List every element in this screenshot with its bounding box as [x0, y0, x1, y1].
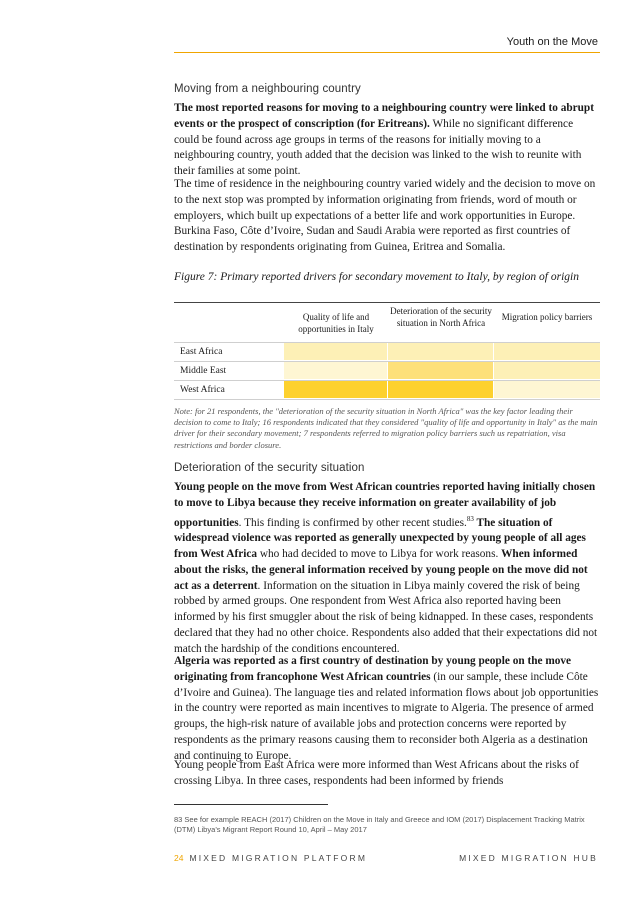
paragraph-text: While no significant difference could be found across age groups in terms of the reasons for initially moving to a neighbouring country, youth added that the decision was linked to the wish to reunite with their families at some point.: [174, 117, 582, 178]
paragraph-deterioration-3: Young people from East Africa were more informed than West Africans about the risks of crossing Libya. In three cases, respondents had been informed by friends: [174, 759, 579, 787]
table-top-rule: [174, 302, 600, 303]
header-rule: [174, 52, 600, 53]
cell-west-africa-policy: [494, 381, 600, 398]
paragraph-text: . This finding is confirmed by other recent studies.: [238, 516, 467, 529]
footnote-rule: [174, 804, 328, 805]
cell-middle-east-security: [388, 362, 493, 379]
paragraph-text: . Information on the situation in Libya mainly covered the risk of being robbed by armed groups. One respondent from West Africa also reported having been informed by his first smuggler about the risk of being kidnapped. In these cases, respondents declared that they had no other choice. Respondents also added that their expectations did not match the hardship of the conditions encountered.: [174, 579, 598, 655]
paragraph-moving-1: [174, 101, 600, 180]
footnote: 83 See for example REACH (2017) Children on the Move in Italy and Greece and IOM (2017) Displacement Tracking Matrix (DTM) Libya’s Migrant Report Round 10, April – May 2017: [174, 815, 585, 834]
figure-caption: Figure 7: Primary reported drivers for secondary movement to Italy, by region of origin: [174, 271, 579, 283]
figure-note: Note: for 21 respondents, the "deterioration of the security situation in North Africa" was the key factor leading their decision to come to Italy; 16 respondents indicated that they considered "quality of life and opportunity in Italy" as the main driver for their secondary movement; 7 respondents referred to migration policy barriers such us repatriation, visa restrictions and border closure.: [174, 406, 598, 450]
cell-west-africa-quality: [284, 381, 387, 398]
paragraph-bold-text: When informed about the risks, the general information received by young people on the move did not act as a deterrent: [174, 547, 588, 592]
paragraph-bold-text: Algeria was reported as a first country of destination by young people on the move originating from francophone West African countries: [174, 655, 572, 683]
page-number: 24: [174, 853, 184, 863]
paragraph-bold-text: The situation of widespread violence was reported as generally unexpected by young people of all ages from West Africa: [174, 516, 586, 560]
cell-east-africa-quality: [284, 343, 387, 360]
row-label-west-africa: West Africa: [180, 385, 225, 395]
paragraph-deterioration-1: [174, 480, 600, 658]
paragraph-deterioration-2: [174, 654, 600, 765]
paragraph-text: who had decided to move to Libya for work reasons.: [257, 547, 502, 560]
row-label-east-africa: East Africa: [180, 347, 223, 357]
footer-right-text: MIXED MIGRATION HUB: [459, 853, 598, 863]
footnote-reference[interactable]: 83: [466, 514, 474, 523]
column-header-security: Deterioration of the security situation in North Africa: [390, 306, 492, 328]
paragraph-moving-2: The time of residence in the neighbouring country varied widely and the decision to move on to the next stop was prompted by information originating from friends, word of mouth or employers, which built up expectations of a better life and work opportunities in Europe. Burkina Faso, Côte d’Ivoire, Sudan and Saudi Arabia were reported as first countries of destination by respondents originating from Guinea, Eritrea and Somalia.: [174, 178, 596, 254]
cell-west-africa-security: [388, 381, 493, 398]
cell-east-africa-security: [388, 343, 493, 360]
cell-middle-east-policy: [494, 362, 600, 379]
paragraph-bold-text: The most reported reasons for moving to a neighbouring country were linked to abrupt events or the prospect of conscription (for Eritreans).: [174, 102, 594, 130]
header-title: Youth on the Move: [506, 36, 598, 48]
paragraph-text: (in our sample, these include Côte d’Ivoire and Guinea). The language ties and related information flows about job opportunities in the country were reported as main incentives to migrate to Algeria. The presence of armed groups, the high-risk nature of available jobs and protection concerns were reported by respondents as the primary reasons causing them to reconsider both Algeria as a destination and continuing to Europe.: [174, 670, 599, 762]
paragraph-bold-text: Young people on the move from West African countries reported having initially chosen to move to Libya because they receive information on greater availability of job opportunities: [174, 481, 596, 529]
cell-east-africa-policy: [494, 343, 600, 360]
column-header-policy: Migration policy barriers: [501, 312, 593, 322]
cell-middle-east-quality: [284, 362, 387, 379]
section-heading-moving: Moving from a neighbouring country: [174, 83, 361, 95]
column-header-quality: Quality of life and opportunities in Italy: [298, 312, 374, 334]
row-label-middle-east: Middle East: [180, 366, 227, 376]
section-heading-deterioration: Deterioration of the security situation: [174, 462, 365, 474]
table-row-rule: [174, 399, 600, 400]
footer-left: [174, 853, 367, 863]
footer-left-text: MIXED MIGRATION PLATFORM: [189, 853, 368, 863]
